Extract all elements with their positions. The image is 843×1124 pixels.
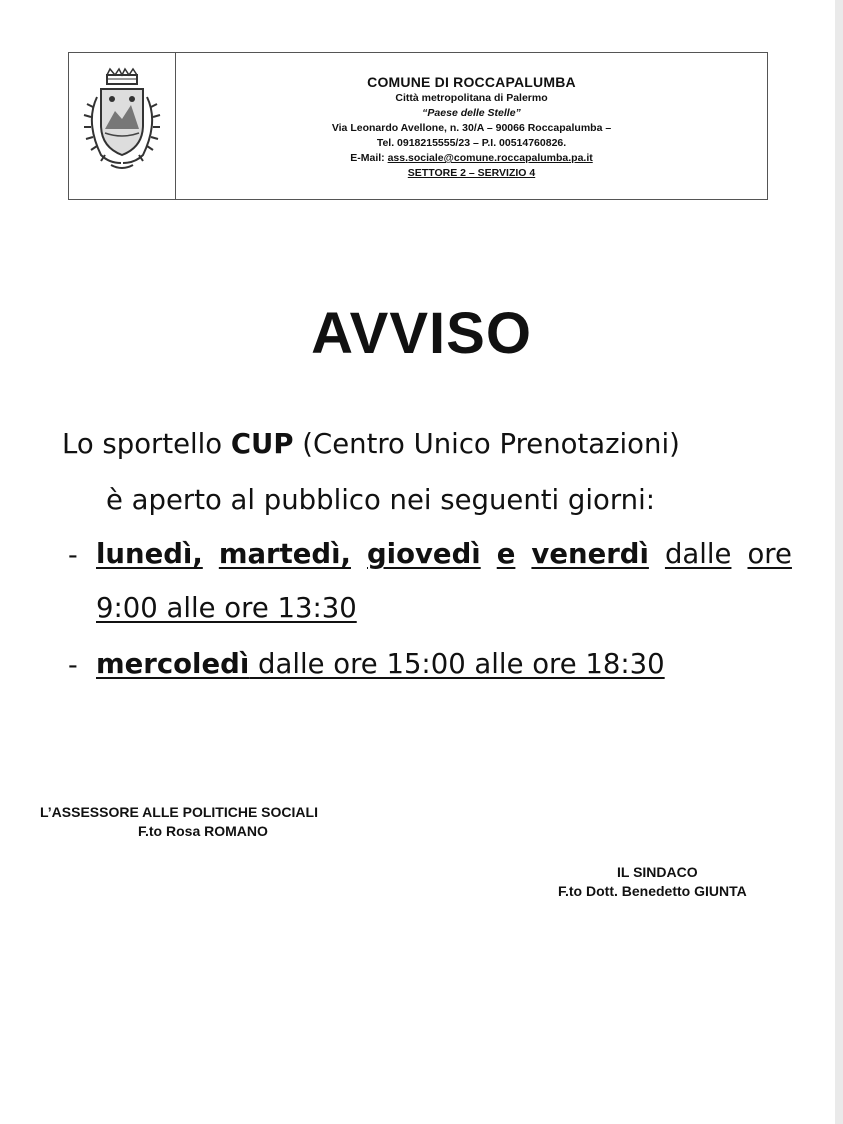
bullet-dash-1: - xyxy=(68,540,78,571)
schedule-word: dalle xyxy=(664,538,732,570)
municipal-crest-icon xyxy=(75,67,169,177)
email-link[interactable]: ass.sociale@comune.roccapalumba.pa.it xyxy=(387,152,593,164)
schedule-2-day: mercoledì xyxy=(96,648,250,680)
phone-line: Tel. 0918215555/23 – P.I. 00514760826. xyxy=(376,137,567,149)
day-word: martedì, xyxy=(218,538,351,570)
schedule-2 xyxy=(96,648,665,680)
line1-cup: CUP xyxy=(230,428,294,460)
schedule-1-times: 9:00 alle ore 13:30 xyxy=(96,592,357,624)
municipality-name: COMUNE DI ROCCAPALUMBA xyxy=(367,74,576,90)
department-line: SETTORE 2 – SERVIZIO 4 xyxy=(407,167,536,179)
schedule-2-times: dalle ore 15:00 alle ore 18:30 xyxy=(249,648,665,680)
assessor-name: F.to Rosa ROMANO xyxy=(138,823,268,839)
schedule-word: ore xyxy=(747,538,792,570)
metropolitan-city: Città metropolitana di Palermo xyxy=(395,92,548,104)
schedule-1-days xyxy=(96,538,792,570)
address-line: Via Leonardo Avellone, n. 30/A – 90066 Roccapalumba – xyxy=(331,122,612,134)
town-motto: “Paese delle Stelle” xyxy=(422,107,521,119)
email-label: E-Mail: xyxy=(350,152,388,164)
line1-text-b: (Centro Unico Prenotazioni) xyxy=(293,428,680,460)
day-word: venerdì xyxy=(531,538,649,570)
notice-line-1 xyxy=(62,428,680,460)
day-word: e xyxy=(496,538,516,570)
line1-text-a: Lo sportello xyxy=(62,428,231,460)
assessor-role: L’ASSESSORE ALLE POLITICHE SOCIALI xyxy=(40,804,318,820)
letterhead-text xyxy=(176,53,767,181)
notice-title: AVVISO xyxy=(311,301,532,366)
page-edge-shadow xyxy=(835,0,843,1124)
notice-line-2: è aperto al pubblico nei seguenti giorni: xyxy=(106,484,655,516)
mayor-role: IL SINDACO xyxy=(617,864,698,880)
mayor-name: F.to Dott. Benedetto GIUNTA xyxy=(558,883,747,899)
day-word: giovedì xyxy=(367,538,481,570)
bullet-dash-2: - xyxy=(68,650,78,681)
email-line xyxy=(176,151,767,166)
day-word: lunedì, xyxy=(96,538,203,570)
letterhead xyxy=(68,52,768,200)
